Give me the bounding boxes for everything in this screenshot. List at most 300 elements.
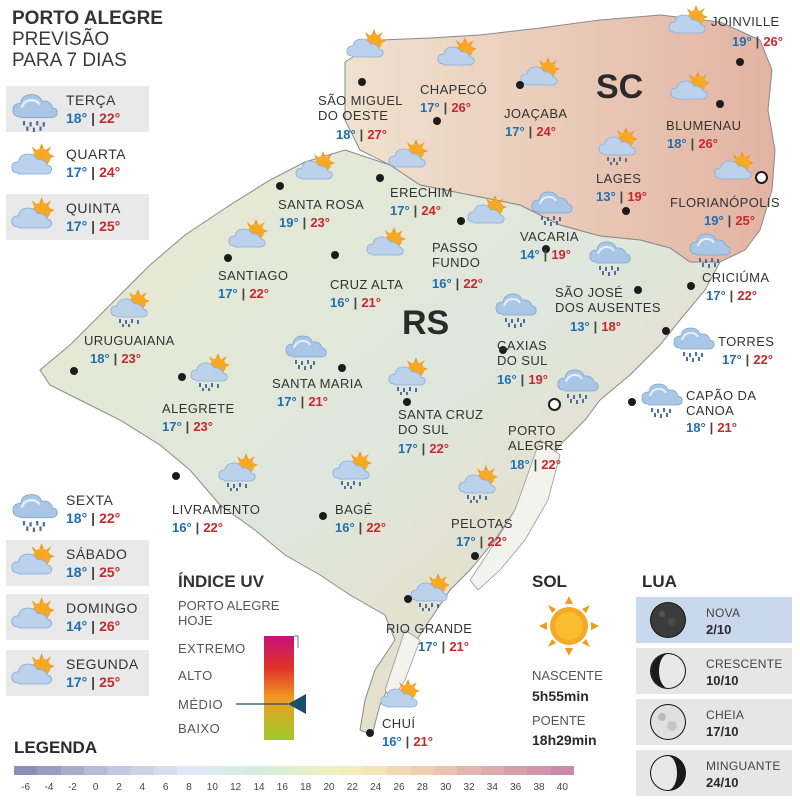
city-name-line2: DOS AUSENTES [555,300,661,315]
legend-tick-label: -6 [21,782,31,793]
city-marker [457,217,465,225]
city-pelotas-temps [456,534,507,549]
city-rio-grande-max-temp: 21° [449,639,469,654]
sun-cloud-rain-icon [190,352,234,397]
city-marker [471,552,479,560]
city-torres-max-temp: 22° [753,352,773,367]
city-alegrete-temp-separator: | [185,419,190,434]
city-alegrete-temps [162,419,213,434]
forecast-day-min-temp: 18° [66,510,88,526]
city-joinville-min-temp: 19° [732,34,752,49]
rain-cloud-icon [588,236,632,281]
city-torres-min-temp: 17° [722,352,742,367]
partly-cloudy-icon [366,226,410,271]
moon-phase-row-3 [636,750,792,796]
city-name-santiago: SANTIAGO [218,268,289,283]
city-chapeco-min-temp: 17° [420,100,440,115]
sunset-label: POENTE [532,713,586,728]
city-sao-jose-dos-ausentes-min-temp: 13° [570,319,590,334]
city-sao-miguel-do-oeste-min-temp: 18° [336,127,356,142]
city-lages-temps [596,189,647,204]
moon-phase-row-1 [636,648,792,694]
city-sao-miguel-do-oeste-temps [336,127,387,142]
city-erechim-min-temp: 17° [390,203,410,218]
city-marker [172,472,180,480]
forecast-day-name: SEXTA [66,492,114,508]
partly-cloudy-icon [388,138,432,183]
forecast-day-temps [66,564,120,580]
rain-cloud-icon [530,186,574,231]
city-passo-fundo-min-temp: 16° [432,276,452,291]
legend-swatch [201,766,224,775]
city-name-chapeco: CHAPECÓ [420,82,488,97]
legend-swatch [84,766,107,775]
partly-cloudy-icon [10,142,60,191]
state-label-rs: RS [402,304,450,342]
city-cruz-alta-temps [330,295,381,310]
legend-tick-label: 28 [416,782,428,793]
forecast-day-temps [66,674,120,690]
city-marker [433,117,441,125]
city-santa-cruz-do-sul-temps [398,441,449,456]
forecast-day-temp-separator: | [91,164,96,180]
legend-swatch [387,766,410,775]
forecast-day-name: QUINTA [66,200,121,216]
sun-icon [534,594,604,658]
forecast-day-name: SEGUNDA [66,656,139,672]
city-bage-temps [335,520,386,535]
city-marker [716,100,724,108]
city-florianopolis-temp-separator: | [727,213,732,228]
city-uruguaiana-temp-separator: | [113,351,118,366]
forecast-card-4 [6,540,149,586]
city-name-cruz-alta: CRUZ ALTA [330,277,404,292]
city-santiago-temps [218,286,269,301]
city-erechim-temp-separator: | [413,203,418,218]
partly-cloudy-icon [714,150,758,195]
city-sao-jose-dos-ausentes-temps [570,319,621,334]
city-blumenau-min-temp: 18° [667,136,687,151]
city-santa-cruz-do-sul-temp-separator: | [421,441,426,456]
legend-swatch [551,766,574,775]
uv-scale-graphic [236,632,326,744]
city-name-passo-fundo [432,240,480,270]
partly-cloudy-icon [10,652,60,701]
legend-swatch [504,766,527,775]
city-livramento-min-temp: 16° [172,520,192,535]
legend-tick-label: 14 [253,782,265,793]
sun-cloud-rain-icon [598,126,642,171]
rain-cloud-icon [556,364,600,409]
forecast-day-name: SÁBADO [66,546,128,562]
forecast-day-temps [66,618,120,634]
forecast-day-temp-separator: | [91,564,96,580]
city-name-line1: PASSO [432,240,478,255]
legend-tick-label: 30 [440,782,452,793]
city-porto-alegre-min-temp: 18° [510,457,530,472]
city-marker [662,327,670,335]
city-sao-miguel-do-oeste-temp-separator: | [359,127,364,142]
city-sao-jose-dos-ausentes-temp-separator: | [593,319,598,334]
forecast-day-min-temp: 18° [66,110,88,126]
city-chui-max-temp: 21° [413,734,433,749]
city-caxias-do-sul-min-temp: 16° [497,372,517,387]
city-uruguaiana-min-temp: 18° [90,351,110,366]
sunset-time: 18h29min [532,732,597,748]
city-joacaba-min-temp: 17° [505,124,525,139]
waxing-moon-icon [648,651,688,696]
city-name-blumenau: BLUMENAU [666,118,742,133]
legend-swatch [294,766,317,775]
legend-tick-label: 12 [230,782,242,793]
city-lages-temp-separator: | [619,189,624,204]
city-marker [178,373,186,381]
city-name-line1: SANTA CRUZ [398,407,484,422]
city-cruz-alta-temp-separator: | [353,295,358,310]
legend-tick-label: 20 [323,782,335,793]
city-name-bage: BAGÉ [335,502,373,517]
city-marker [736,58,744,66]
forecast-day-min-temp: 17° [66,674,88,690]
partly-cloudy-icon [467,194,511,239]
partly-cloudy-icon [668,4,712,49]
partly-cloudy-icon [670,70,714,115]
moon-title: LUA [642,572,677,591]
page-title: PORTO ALEGRE [12,8,163,29]
city-name-chui: CHUÍ [382,716,416,731]
legend-tick-label: 18 [300,782,312,793]
city-criciuma-temps [706,288,757,303]
city-name-line2: DO OESTE [318,108,389,123]
new-moon-icon [648,600,688,645]
city-chapeco-max-temp: 26° [451,100,471,115]
city-vacaria-min-temp: 14° [520,247,540,262]
city-chapeco-temp-separator: | [443,100,448,115]
city-porto-alegre-temps [510,457,561,472]
sunrise-label: NASCENTE [532,668,603,683]
forecast-day-max-temp: 26° [99,618,121,634]
city-santiago-min-temp: 17° [218,286,238,301]
city-name-lages: LAGES [596,171,642,186]
forecast-day-temps [66,164,120,180]
rain-cloud-icon [284,330,328,375]
city-blumenau-temp-separator: | [690,136,695,151]
city-marker [338,364,346,372]
legend-swatch [434,766,457,775]
city-name-line2: CANOA [686,403,735,418]
city-chui-temps [382,734,433,749]
legend-swatch [481,766,504,775]
partly-cloudy-icon [10,542,60,591]
moon-phase-name: CHEIA [706,708,745,722]
city-sao-jose-dos-ausentes-max-temp: 18° [601,319,621,334]
city-name-capao-da-canoa [686,388,756,418]
forecast-day-min-temp: 18° [66,564,88,580]
moon-phase-name: MINGUANTE [706,759,781,773]
legend-swatch [177,766,200,775]
legend-swatch [154,766,177,775]
city-bage-temp-separator: | [358,520,363,535]
forecast-day-min-temp: 14° [66,618,88,634]
city-joacaba-max-temp: 24° [536,124,556,139]
city-porto-alegre-max-temp: 22° [541,457,561,472]
partly-cloudy-icon [295,150,339,195]
partly-cloudy-icon [437,36,481,81]
moon-phase-date: 24/10 [706,775,739,790]
uv-level-extremo: EXTREMO [178,641,246,656]
page-header [12,8,163,71]
forecast-day-name: QUARTA [66,146,127,162]
city-uruguaiana-max-temp: 23° [121,351,141,366]
city-livramento-temp-separator: | [195,520,200,535]
city-capao-da-canoa-max-temp: 21° [717,420,737,435]
city-capao-da-canoa-min-temp: 18° [686,420,706,435]
forecast-day-name: DOMINGO [66,600,138,616]
city-capao-da-canoa-temp-separator: | [709,420,714,435]
forecast-card-2 [6,194,149,240]
uv-level-baixo: BAIXO [178,721,221,736]
sunrise-time: 5h55min [532,688,589,704]
city-joacaba-temp-separator: | [528,124,533,139]
city-bage-min-temp: 16° [335,520,355,535]
uv-subtitle-line1: PORTO ALEGRE [178,598,280,613]
city-name-torres: TORRES [718,334,775,349]
city-bage-max-temp: 22° [366,520,386,535]
forecast-day-name: TERÇA [66,92,116,108]
legend-tick-label: 36 [510,782,522,793]
city-santa-rosa-min-temp: 19° [279,215,299,230]
forecast-day-min-temp: 17° [66,164,88,180]
legend-swatch [247,766,270,775]
city-pelotas-max-temp: 22° [487,534,507,549]
city-name-sao-miguel-do-oeste [318,93,403,123]
city-alegrete-min-temp: 17° [162,419,182,434]
waning-moon-icon [648,753,688,798]
city-name-sao-jose-dos-ausentes [555,285,661,315]
city-marker [403,398,411,406]
city-passo-fundo-max-temp: 22° [463,276,483,291]
moon-phase-name: CRESCENTE [706,657,783,671]
city-marker [358,78,366,86]
forecast-day-max-temp: 25° [99,218,121,234]
city-sao-miguel-do-oeste-max-temp: 27° [367,127,387,142]
city-blumenau-max-temp: 26° [698,136,718,151]
city-vacaria-temps [520,247,571,262]
legend-swatch [37,766,60,775]
legend-swatch [341,766,364,775]
city-rio-grande-min-temp: 17° [418,639,438,654]
city-name-livramento: LIVRAMENTO [172,502,261,517]
city-name-alegrete: ALEGRETE [162,401,235,416]
city-name-line2: ALEGRE [508,438,564,453]
sun-cloud-rain-icon [388,356,432,401]
legend-swatch [457,766,480,775]
city-florianopolis-temps [704,213,755,228]
city-torres-temp-separator: | [745,352,750,367]
uv-level-alto: ALTO [178,668,213,683]
sun-cloud-rain-icon [332,450,376,495]
city-name-line1: PORTO [508,423,556,438]
rain-cloud-icon [494,288,538,333]
legend-tick-label: 16 [276,782,288,793]
city-caxias-do-sul-temps [497,372,548,387]
city-capao-da-canoa-temps [686,420,737,435]
city-marker [276,182,284,190]
city-santa-cruz-do-sul-min-temp: 17° [398,441,418,456]
uv-level-medio: MÉDIO [178,697,224,712]
city-alegrete-max-temp: 23° [193,419,213,434]
forecast-day-temp-separator: | [91,218,96,234]
legend-swatch [364,766,387,775]
legend-tick-label: 34 [486,782,498,793]
city-name-uruguaiana: URUGUAIANA [84,333,175,348]
city-joinville-max-temp: 26° [763,34,783,49]
partly-cloudy-icon [346,28,390,73]
partly-cloudy-icon [520,56,564,101]
legend-tick-label: 32 [463,782,475,793]
city-marker [366,729,374,737]
city-cruz-alta-max-temp: 21° [361,295,381,310]
forecast-day-max-temp: 24° [99,164,121,180]
city-uruguaiana-temps [90,351,141,366]
full-moon-icon [648,702,688,747]
legend-title: LEGENDA [14,738,98,757]
legend-swatch [107,766,130,775]
city-santa-rosa-temps [279,215,330,230]
legend-tick-label: 40 [556,782,568,793]
city-lages-max-temp: 19° [627,189,647,204]
city-name-line2: DO SUL [398,422,449,437]
uv-subtitle-line2: HOJE [178,613,213,628]
city-name-erechim: ERECHIM [390,185,453,200]
page-subtitle-line2: PARA 7 DIAS [12,50,127,71]
city-marker [622,207,630,215]
city-santa-maria-temps [277,394,328,409]
rain-cloud-icon [688,228,732,273]
forecast-day-temps [66,218,120,234]
city-caxias-do-sul-temp-separator: | [520,372,525,387]
city-marker [404,595,412,603]
state-label-sc: SC [596,68,644,106]
moon-phase-row-2 [636,699,792,745]
legend-swatch [411,766,434,775]
city-pelotas-temp-separator: | [479,534,484,549]
city-santa-maria-min-temp: 17° [277,394,297,409]
forecast-day-temps [66,110,120,126]
forecast-card-6 [6,650,149,696]
city-name-line2: FUNDO [432,255,481,270]
city-pelotas-min-temp: 17° [456,534,476,549]
city-marker [224,254,232,262]
city-marker [70,367,78,375]
rain-cloud-icon [10,488,60,537]
city-marker-capital [548,398,561,411]
city-name-criciuma: CRICIÚMA [702,270,770,285]
city-rio-grande-temps [418,639,469,654]
city-passo-fundo-temps [432,276,483,291]
legend-tick-label: 38 [533,782,545,793]
page-subtitle-line1: PREVISÃO [12,29,110,50]
legend-color-bar [14,766,574,775]
sun-cloud-rain-icon [458,464,502,509]
legend-swatch [61,766,84,775]
legend-swatch [224,766,247,775]
city-name-rio-grande: RIO GRANDE [386,621,473,636]
legend-tick-label: 8 [186,782,192,793]
forecast-day-max-temp: 22° [99,510,121,526]
rain-cloud-icon [10,88,60,137]
legend-swatch [271,766,294,775]
city-name-vacaria: VACARIA [520,229,579,244]
city-livramento-max-temp: 22° [203,520,223,535]
forecast-day-min-temp: 17° [66,218,88,234]
city-porto-alegre-temp-separator: | [533,457,538,472]
legend-tick-label: 26 [393,782,405,793]
legend-tick-label: 22 [346,782,358,793]
moon-phase-date: 17/10 [706,724,739,739]
legend-tick-label: -4 [44,782,54,793]
city-torres-temps [722,352,773,367]
city-erechim-temps [390,203,441,218]
rain-cloud-icon [672,322,716,367]
city-joinville-temps [732,34,783,49]
city-name-line1: CAXIAS [497,338,548,353]
forecast-day-temp-separator: | [91,618,96,634]
city-chui-temp-separator: | [405,734,410,749]
sun-cloud-rain-icon [110,288,154,333]
legend-swatch [527,766,550,775]
legend-tick-label: 10 [206,782,218,793]
rain-cloud-icon [640,378,684,423]
city-chapeco-temps [420,100,471,115]
moon-phase-row-0 [636,597,792,643]
city-joinville-temp-separator: | [755,34,760,49]
city-name-florianopolis: FLORIANÓPOLIS [670,195,780,210]
city-vacaria-temp-separator: | [543,247,548,262]
city-name-line2: DO SUL [497,353,548,368]
forecast-day-temp-separator: | [91,110,96,126]
city-santa-maria-temp-separator: | [300,394,305,409]
city-marker-capital [755,171,768,184]
forecast-day-max-temp: 22° [99,110,121,126]
city-santiago-temp-separator: | [241,286,246,301]
city-criciuma-max-temp: 22° [737,288,757,303]
city-florianopolis-max-temp: 25° [735,213,755,228]
city-name-line1: SÃO JOSÉ [555,285,624,300]
city-santa-rosa-temp-separator: | [302,215,307,230]
city-caxias-do-sul-max-temp: 19° [528,372,548,387]
forecast-card-0 [6,86,149,132]
city-vacaria-max-temp: 19° [551,247,571,262]
legend-tick-label: 4 [139,782,146,793]
city-marker [516,81,524,89]
city-cruz-alta-min-temp: 16° [330,295,350,310]
city-name-santa-cruz-do-sul [398,407,483,437]
legend-tick-label: 24 [370,782,382,793]
legend-swatch [131,766,154,775]
sun-cloud-rain-icon [410,572,454,617]
city-marker [628,398,636,406]
city-name-santa-rosa: SANTA ROSA [278,197,365,212]
partly-cloudy-icon [10,196,60,245]
city-name-porto-alegre [508,423,563,453]
forecast-day-temp-separator: | [91,674,96,690]
moon-phase-name: NOVA [706,606,741,620]
forecast-card-5 [6,594,149,640]
city-blumenau-temps [667,136,718,151]
city-name-caxias-do-sul [497,338,548,368]
legend-tick-label: 6 [162,782,169,793]
